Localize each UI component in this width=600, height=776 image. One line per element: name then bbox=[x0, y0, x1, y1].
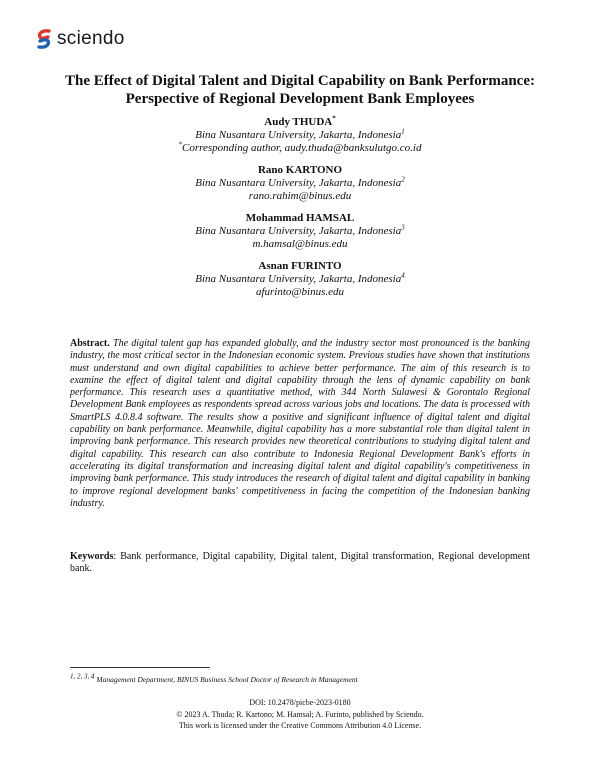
author-affiliation: Bina Nusantara University, Jakarta, Indonesia$^3$ bbox=[195, 223, 405, 237]
author-affiliation: Bina Nusantara University, Jakarta, Indonesia$^4$ bbox=[195, 271, 405, 285]
author-email: rano.rahim@binus.edu bbox=[248, 190, 352, 202]
author-affiliation: Bina Nusantara University, Jakarta, Indonesia$^1$ bbox=[195, 127, 405, 141]
keywords-label: Keywords bbox=[70, 551, 114, 562]
author-name: Rano KARTONO bbox=[257, 164, 343, 176]
author-list bbox=[40, 116, 560, 308]
footnote-text: Management Department, BINUS Business School Doctor of Research in Management bbox=[94, 675, 358, 684]
copyright-line: © 2023 A. Thuda; R. Kartono; M. Hamsal; A. Furinto, published by Sciendo. bbox=[176, 709, 424, 719]
page-footer bbox=[40, 697, 560, 732]
author-block bbox=[40, 260, 560, 299]
footnote-divider bbox=[70, 667, 210, 668]
paper-title: The Effect of Digital Talent and Digital Capability on Bank Performance: Perspective of Regional Development Bank Employees bbox=[65, 73, 535, 107]
sciendo-logo-icon bbox=[36, 29, 52, 49]
doi-line: DOI: 10.2478/picbe-2023-0180 bbox=[249, 698, 351, 707]
author-name: Asnan FURINTO bbox=[258, 260, 342, 272]
sciendo-logo bbox=[36, 28, 125, 50]
keywords bbox=[70, 551, 530, 576]
author-block bbox=[40, 164, 560, 203]
author-block bbox=[40, 212, 560, 251]
author-affiliation: Bina Nusantara University, Jakarta, Indonesia$^2$ bbox=[195, 175, 405, 189]
author-name: Audy THUDA* bbox=[264, 114, 336, 128]
footnote-number: 1, 2, 3, 4 bbox=[70, 672, 95, 681]
footnote bbox=[70, 672, 530, 684]
author-block bbox=[40, 116, 560, 155]
keywords-text: : Bank performance, Digital capability, Digital talent, Digital transformation, Regional development bank. bbox=[70, 551, 530, 575]
abstract bbox=[70, 338, 530, 510]
license-line: This work is licensed under the Creative Commons Attribution 4.0 License. bbox=[178, 721, 422, 730]
abstract-label: Abstract. bbox=[70, 338, 110, 349]
sciendo-wordmark: sciendo bbox=[57, 28, 125, 49]
author-email: m.hamsal@binus.edu bbox=[252, 238, 348, 250]
abstract-text: The digital talent gap has expanded globally, and the industry sector most pronounced is the banking industry, the most critical sector in the Indonesian economic system. Previous studies have shown that institutions must understand and own digital capabilities to achieve better performance. The aim of this research is to examine the effect of digital talent and digital capability through the lens of dynamic capability on bank performance. This research uses a quantitative method, with 344 North Sulawesi & Gorontalo Regional Development Bank employees as respondents spread across various jobs and locations. The data is processed with SmartPLS 4.0.8.4 software. The results show a positive and significant influence of digital talent and digital capability on bank performance. Meanwhile, digital capability has a more substantial role than digital talent in improving bank performance. This research provides new theoretical contributions to studying digital talent and digital capability. This research can also contribute to Indonesia Regional Development Bank's efforts in accelerating its digital transformation and increasing digital talent and digital capability's competitiveness in improving bank performance. This study introduces the research of digital talent and digital capability in banking to improve regional development banks' competitiveness in facing the competition of the Indonesian banking industry. bbox=[70, 338, 530, 509]
author-name: Mohammad HAMSAL bbox=[245, 212, 355, 224]
author-email: afurinto@binus.edu bbox=[255, 286, 345, 298]
author-email: *Corresponding author, audy.thuda@banksulutgo.co.id bbox=[178, 140, 422, 154]
